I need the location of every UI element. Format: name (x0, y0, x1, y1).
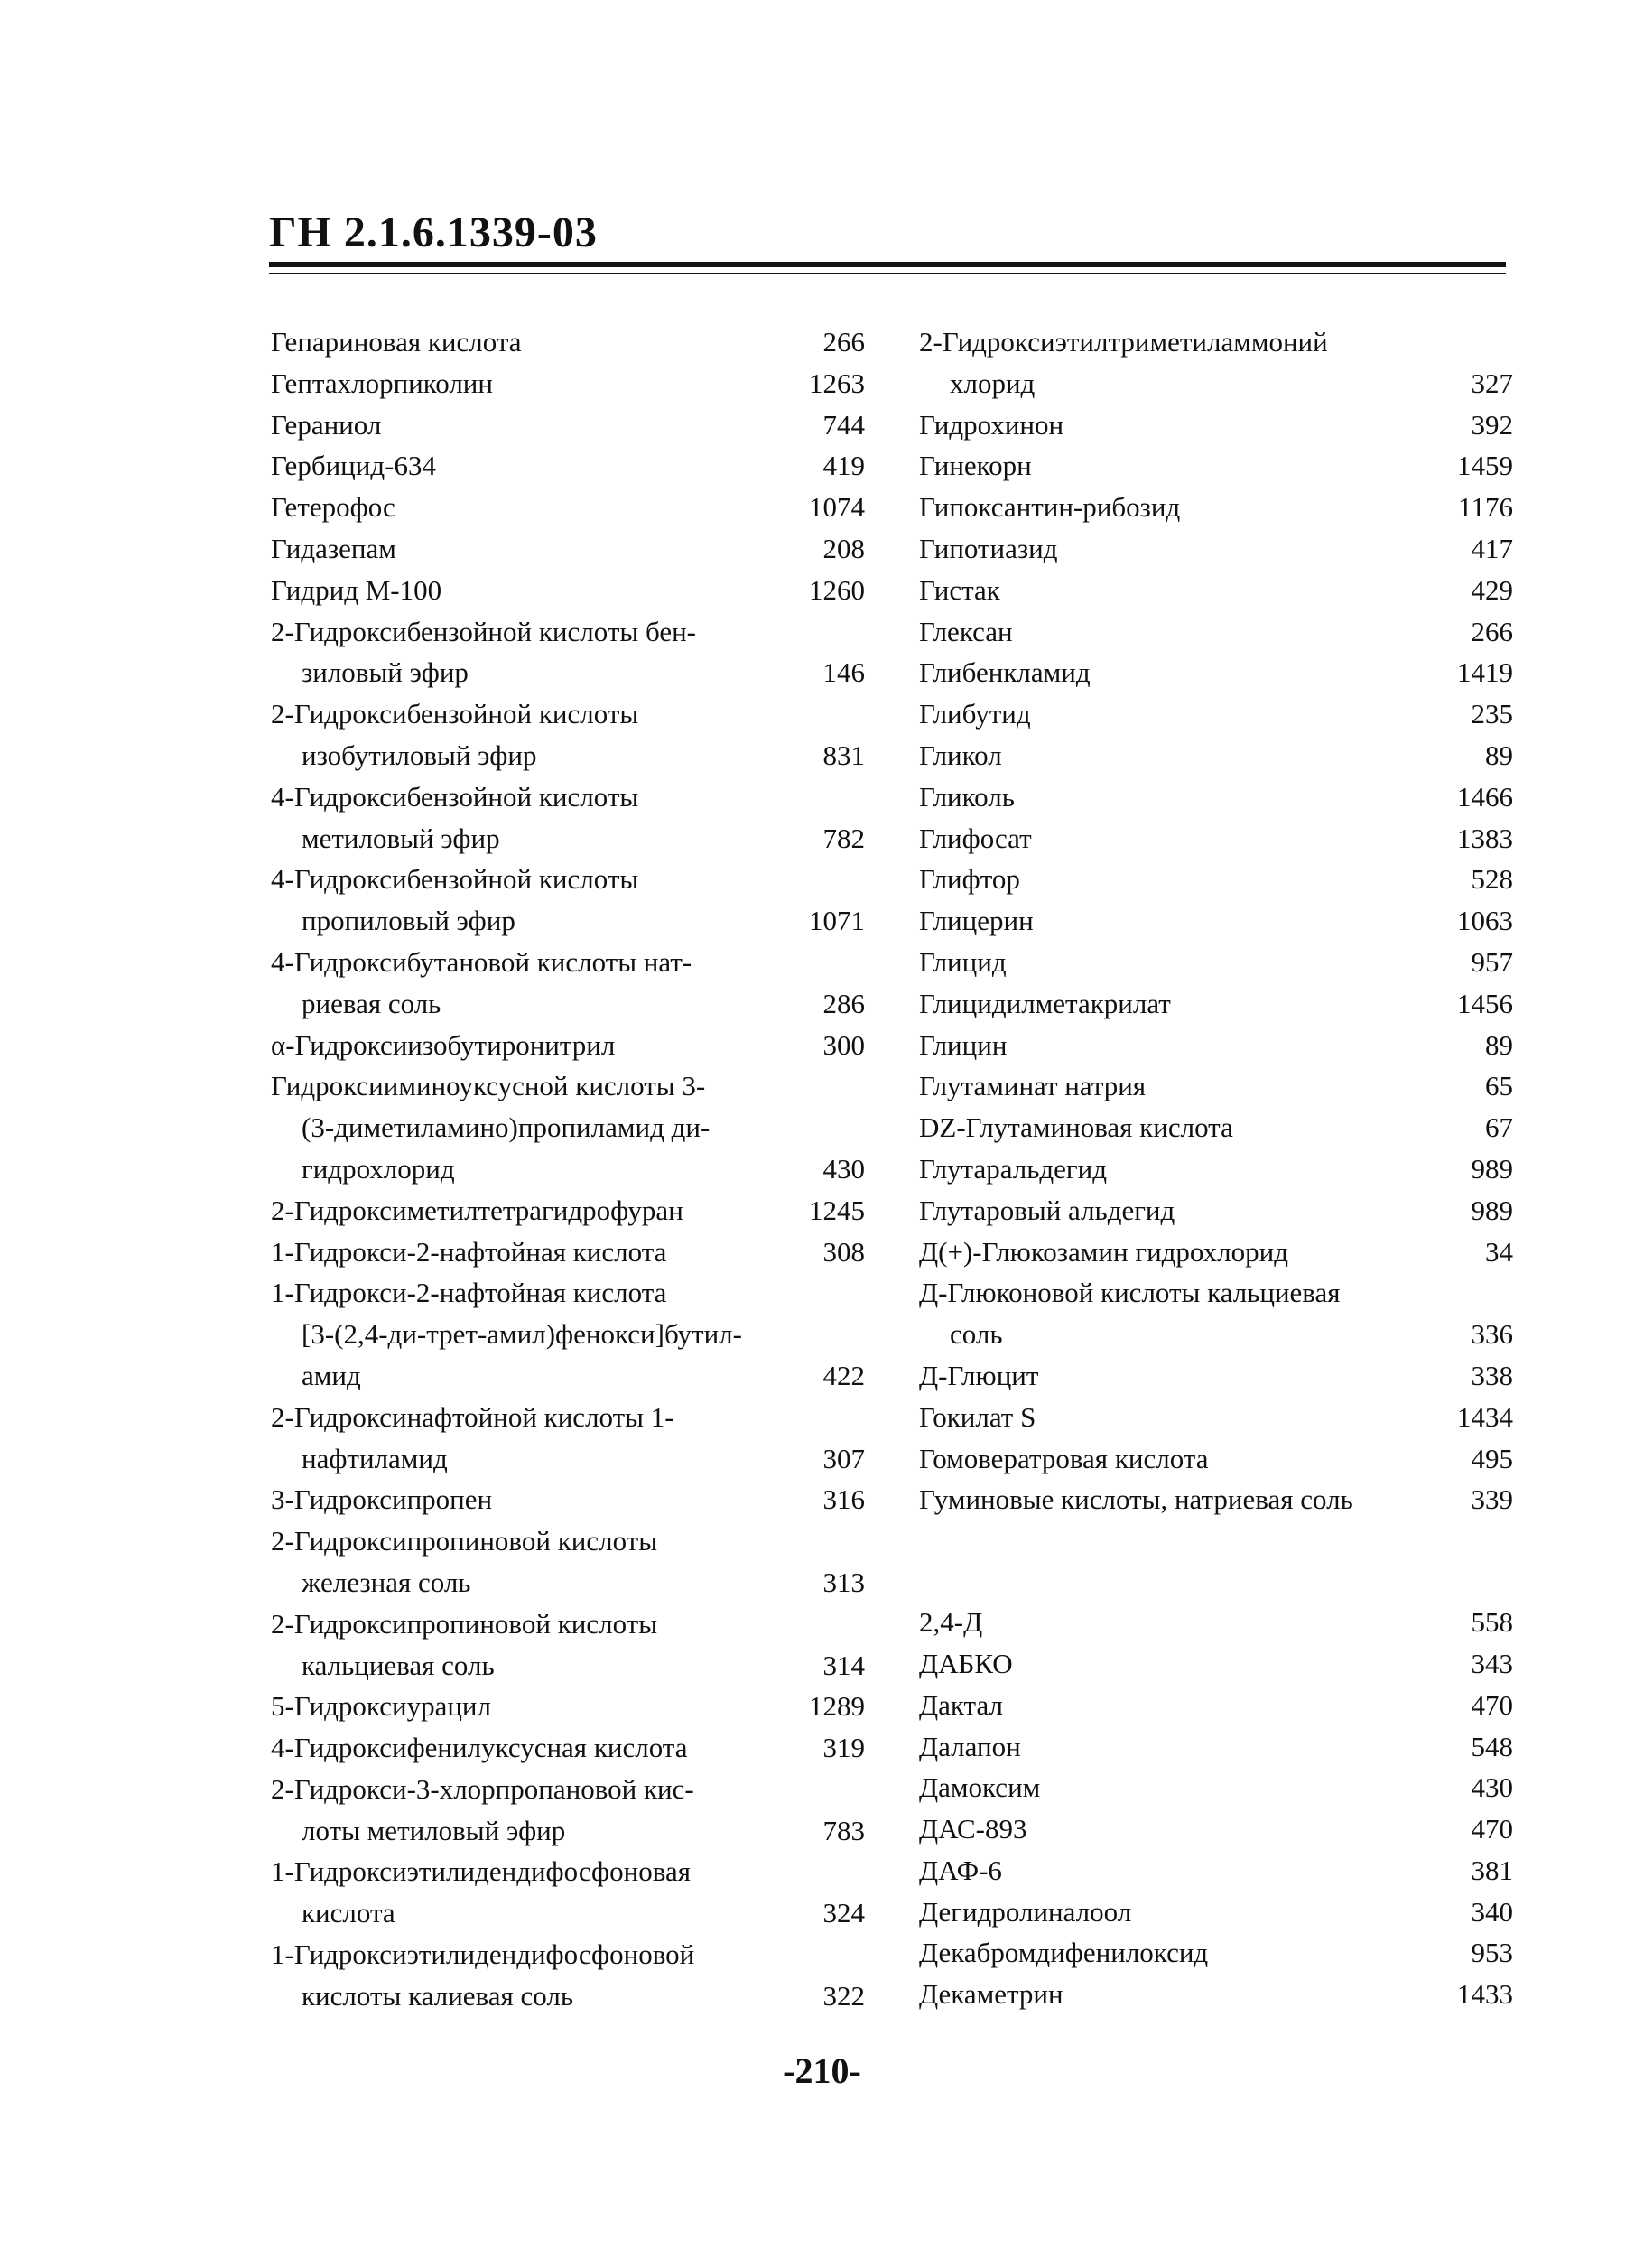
index-entry (919, 1602, 1513, 1643)
index-page-ref: 308 (822, 1235, 865, 1268)
index-entry (919, 1438, 1513, 1480)
index-page-ref: 1434 (1457, 1400, 1513, 1433)
index-entry (271, 611, 865, 694)
index-page-ref: 1459 (1457, 450, 1513, 482)
index-term (919, 1808, 1513, 1850)
index-term-line: α-Гидроксиизобутиронитрил (271, 1028, 616, 1061)
index-term-continuation: изобутиловый эфир (302, 739, 537, 771)
index-page-ref: 313 (822, 1566, 865, 1598)
index-page-ref: 470 (1471, 1688, 1513, 1721)
index-entry (271, 1025, 865, 1066)
index-term (919, 1892, 1513, 1933)
index-term (271, 1232, 865, 1273)
index-term-line: 4-Гидроксибензойной кислоты (271, 863, 639, 896)
index-entry (271, 1065, 865, 1189)
index-term (271, 1769, 865, 1852)
index-page-ref: 89 (1485, 739, 1513, 771)
index-term-line: 2-Гидрокси-3-хлорпропановой кис- (271, 1772, 694, 1805)
index-term (919, 1685, 1513, 1726)
index-term (919, 1397, 1513, 1438)
index-term (271, 1065, 865, 1189)
index-page-ref: 1383 (1457, 822, 1513, 854)
index-term-line: Далапон (919, 1730, 1021, 1762)
index-term-line: Д-Глюцит (919, 1359, 1039, 1391)
index-term-line: Гуминовые кислоты, натриевая соль (919, 1483, 1353, 1516)
index-term-continuation: кальциевая соль (302, 1649, 495, 1681)
index-term-line: Глексан (919, 615, 1013, 647)
index-entry (919, 859, 1513, 900)
index-entry (271, 1727, 865, 1769)
index-page-ref: 146 (822, 656, 865, 689)
index-term (919, 1025, 1513, 1066)
index-term (271, 1025, 865, 1066)
index-term (919, 487, 1513, 528)
index-entry (919, 1355, 1513, 1397)
index-entry (919, 1397, 1513, 1438)
index-term (919, 652, 1513, 693)
index-entry (919, 1892, 1513, 1933)
index-term (919, 900, 1513, 942)
index-term-line: Гидрид М-100 (271, 573, 442, 606)
index-entry (919, 1974, 1513, 2015)
index-page-ref: 381 (1471, 1854, 1513, 1886)
index-term (919, 1190, 1513, 1232)
index-page-ref: 314 (822, 1649, 865, 1681)
index-term-continuation: амид (302, 1359, 361, 1391)
index-entry (919, 570, 1513, 611)
index-page-ref: 1466 (1457, 780, 1513, 813)
index-term-line: 1-Гидроксиэтилидендифосфоновой (271, 1938, 695, 1971)
index-page-ref: 953 (1471, 1937, 1513, 1969)
index-entry (919, 487, 1513, 528)
index-term-line: Гепариновая кислота (271, 326, 522, 358)
index-term-line: Глутаровый альдегид (919, 1194, 1175, 1226)
index-page-ref: 324 (822, 1897, 865, 1929)
index-term-line: Дамоксим (919, 1771, 1041, 1804)
index-entry (919, 1479, 1513, 1520)
index-entry (919, 776, 1513, 818)
index-term (919, 1726, 1513, 1768)
page-number: -210- (783, 2050, 861, 2091)
index-page-ref: 1433 (1457, 1978, 1513, 2011)
index-entry (271, 570, 865, 611)
index-page-ref: 429 (1471, 573, 1513, 606)
index-page-ref: 1289 (809, 1690, 865, 1723)
index-column-right (919, 321, 1513, 2015)
index-term-line: 2-Гидроксипропиновой кислоты (271, 1607, 658, 1640)
index-page-ref: 1071 (809, 905, 865, 937)
index-term (919, 321, 1513, 404)
index-entry (919, 321, 1513, 404)
index-entry (919, 1685, 1513, 1726)
index-term-line: Глифосат (919, 822, 1032, 854)
index-term-line: Глицид (919, 945, 1007, 978)
index-term-line: 5-Гидроксиурацил (271, 1690, 491, 1723)
index-page-ref: 322 (822, 1979, 865, 2012)
index-term-continuation: гидрохлорид (302, 1152, 455, 1185)
index-page-ref: 339 (1471, 1483, 1513, 1516)
index-entry (271, 859, 865, 942)
index-term-continuation: зиловый эфир (302, 656, 469, 689)
index-term (919, 1767, 1513, 1808)
index-term-line: Гокилат S (919, 1400, 1036, 1433)
index-term (271, 528, 865, 570)
index-entry (919, 1232, 1513, 1273)
index-page-ref: 548 (1471, 1730, 1513, 1762)
index-term (919, 735, 1513, 776)
index-term (271, 611, 865, 694)
index-term-continuation: [3-(2,4-ди-трет-амил)фенокси]бутил- (302, 1318, 742, 1351)
index-page-ref: 208 (822, 532, 865, 564)
index-term-continuation: метиловый эфир (302, 822, 500, 854)
index-term-line: Гераниол (271, 408, 382, 441)
index-entry (919, 735, 1513, 776)
index-page-ref: 831 (822, 739, 865, 771)
index-term-line: ДАБКО (919, 1647, 1013, 1679)
index-entry (919, 1767, 1513, 1808)
index-entry (919, 983, 1513, 1025)
index-term (919, 1065, 1513, 1107)
index-page-ref: 392 (1471, 408, 1513, 441)
index-entry (271, 487, 865, 528)
index-term-line: Гидазепам (271, 532, 396, 564)
index-term (271, 1727, 865, 1769)
index-page-ref: 1063 (1457, 905, 1513, 937)
header-rule-thin (269, 273, 1506, 274)
index-term (919, 1148, 1513, 1190)
index-term (271, 1851, 865, 1934)
index-entry (919, 445, 1513, 487)
index-page-ref: 266 (1471, 615, 1513, 647)
index-term-continuation: соль (950, 1318, 1003, 1351)
index-term-line: Глицидилметакрилат (919, 987, 1171, 1019)
index-term-line: Д-Глюконовой кислоты кальциевая (919, 1277, 1341, 1309)
index-entry (919, 1148, 1513, 1190)
index-entry (271, 1603, 865, 1687)
index-term-continuation: кислота (302, 1897, 395, 1929)
index-term (271, 570, 865, 611)
index-page-ref: 470 (1471, 1813, 1513, 1845)
index-entry (271, 528, 865, 570)
index-entry (271, 1686, 865, 1727)
index-entry (271, 1479, 865, 1520)
index-term-continuation: пропиловый эфир (302, 905, 515, 937)
index-term-line: 2,4-Д (919, 1606, 983, 1639)
index-term (919, 1932, 1513, 1974)
index-term (271, 445, 865, 487)
index-term (271, 321, 865, 363)
index-term-continuation: кислоты калиевая соль (302, 1979, 573, 2012)
index-page-ref: 343 (1471, 1647, 1513, 1679)
page-header: ГН 2.1.6.1339-03 (269, 209, 598, 256)
index-term (271, 1603, 865, 1687)
index-term (919, 983, 1513, 1025)
index-page-ref: 338 (1471, 1359, 1513, 1391)
index-term (919, 1107, 1513, 1148)
index-term-line: 1-Гидрокси-2-нафтойная кислота (271, 1235, 667, 1268)
index-term-line: 2-Гидроксиметилтетрагидрофуран (271, 1194, 683, 1226)
index-term-line: 4-Гидроксибутановой кислоты нат- (271, 945, 692, 978)
index-term-line: Декаметрин (919, 1978, 1063, 2011)
index-term-line: Гипотиазид (919, 532, 1058, 564)
index-page-ref: 1260 (809, 573, 865, 606)
index-page-ref: 300 (822, 1028, 865, 1061)
index-entry (919, 1808, 1513, 1850)
index-page-ref: 319 (822, 1732, 865, 1764)
index-term (919, 1602, 1513, 1643)
index-term-line: 4-Гидроксибензойной кислоты (271, 780, 639, 813)
index-term (919, 1479, 1513, 1520)
index-entry (919, 900, 1513, 942)
index-entry (919, 693, 1513, 735)
index-entry (271, 693, 865, 776)
index-term-continuation: нафтиламид (302, 1442, 448, 1474)
index-term (919, 818, 1513, 860)
index-term-continuation: лоты метиловый эфир (302, 1814, 566, 1846)
index-entry (271, 1769, 865, 1852)
index-term-line: 1-Гидрокси-2-нафтойная кислота (271, 1277, 667, 1309)
index-page-ref: 430 (822, 1152, 865, 1185)
index-term (271, 1686, 865, 1727)
index-term-line: 3-Гидроксипропен (271, 1483, 493, 1516)
index-term-line: Дегидролиналоол (919, 1895, 1132, 1928)
index-term (919, 1974, 1513, 2015)
index-page-ref: 782 (822, 822, 865, 854)
index-term-line: Гликол (919, 739, 1002, 771)
index-entry (919, 818, 1513, 860)
index-term-continuation: железная соль (302, 1566, 471, 1598)
index-entry (271, 363, 865, 404)
group-separator (919, 1520, 1513, 1602)
index-entry (919, 1643, 1513, 1685)
index-entry (271, 404, 865, 446)
index-term-line: 2-Гидроксинафтойной кислоты 1- (271, 1400, 674, 1433)
index-entry (271, 1272, 865, 1396)
index-term (919, 1272, 1513, 1355)
index-term-line: 1-Гидроксиэтилидендифосфоновая (271, 1855, 691, 1888)
index-entry (271, 1232, 865, 1273)
index-page-ref: 989 (1471, 1152, 1513, 1185)
index-term (271, 404, 865, 446)
index-entry (271, 942, 865, 1025)
index-term (271, 693, 865, 776)
index-page-ref: 1245 (809, 1194, 865, 1226)
index-term (919, 859, 1513, 900)
index-entry (919, 1065, 1513, 1107)
index-page-ref: 307 (822, 1442, 865, 1474)
index-entry (919, 942, 1513, 983)
index-term-line: Гетерофос (271, 491, 395, 524)
index-term-line: 4-Гидроксифенилуксусная кислота (271, 1732, 688, 1764)
index-term-line: Гептахлорпиколин (271, 367, 493, 399)
index-term (919, 1355, 1513, 1397)
index-page-ref: 327 (1471, 367, 1513, 399)
index-entry (919, 1850, 1513, 1892)
index-page-ref: 1419 (1457, 656, 1513, 689)
index-term-line: Гистак (919, 573, 1000, 606)
index-term (919, 1643, 1513, 1685)
index-column-left (271, 321, 865, 2017)
index-term (271, 1479, 865, 1520)
index-page-ref: 430 (1471, 1771, 1513, 1804)
index-term (919, 693, 1513, 735)
index-term (271, 942, 865, 1025)
index-entry (919, 1726, 1513, 1768)
index-page-ref: 1176 (1458, 491, 1513, 524)
index-term (271, 363, 865, 404)
index-term-line: 2-Гидроксибензойной кислоты бен- (271, 615, 696, 647)
index-term-line: Д(+)-Глюкозамин гидрохлорид (919, 1235, 1288, 1268)
index-term-line: Гинекорн (919, 450, 1032, 482)
index-page-ref: 528 (1471, 863, 1513, 896)
index-page-ref: 422 (822, 1359, 865, 1391)
index-term (919, 570, 1513, 611)
index-term-line: Глутаральдегид (919, 1152, 1107, 1185)
index-group-d (919, 1602, 1513, 2015)
index-term-line: Глибутид (919, 698, 1031, 730)
index-page-ref: 286 (822, 987, 865, 1019)
index-page-ref: 266 (822, 326, 865, 358)
index-term (271, 1520, 865, 1603)
index-term-line: Декабромдифенилоксид (919, 1937, 1209, 1969)
index-term-line: Гипоксантин-рибозид (919, 491, 1181, 524)
index-entry (919, 1190, 1513, 1232)
index-page-ref: 316 (822, 1483, 865, 1516)
index-entry (919, 1932, 1513, 1974)
index-term (919, 611, 1513, 653)
index-term-line: ДАС-893 (919, 1813, 1027, 1845)
index-entry (271, 1851, 865, 1934)
index-page-ref: 89 (1485, 1028, 1513, 1061)
index-entry (919, 1025, 1513, 1066)
index-term-line: Гликоль (919, 780, 1015, 813)
index-term-line: ДАФ-6 (919, 1854, 1002, 1886)
index-entry (919, 652, 1513, 693)
index-term (271, 1934, 865, 2017)
index-term (919, 445, 1513, 487)
index-page-ref: 558 (1471, 1606, 1513, 1639)
index-page-ref: 989 (1471, 1194, 1513, 1226)
index-term-line: Глицин (919, 1028, 1008, 1061)
index-page-ref: 957 (1471, 945, 1513, 978)
index-term-line: Гидрохинон (919, 408, 1064, 441)
index-term (271, 487, 865, 528)
index-term-continuation: риевая соль (302, 987, 441, 1019)
index-term-continuation: хлорид (950, 367, 1036, 399)
index-entry (919, 1107, 1513, 1148)
index-term-line: 2-Гидроксиэтилтриметиламмоний (919, 326, 1328, 358)
index-page-ref: 1074 (809, 491, 865, 524)
index-term (271, 1272, 865, 1396)
index-term-line: Гидроксииминоуксусной кислоты 3- (271, 1070, 706, 1102)
index-term (271, 1397, 865, 1480)
index-term-line: 2-Гидроксипропиновой кислоты (271, 1525, 658, 1557)
index-page-ref: 417 (1471, 532, 1513, 564)
index-entry (271, 1397, 865, 1480)
index-term-line: Глифтор (919, 863, 1020, 896)
index-page-ref: 235 (1471, 698, 1513, 730)
header-rule-thick (269, 262, 1506, 267)
index-entry (919, 1272, 1513, 1355)
index-term-line: DZ-Глутаминовая кислота (919, 1111, 1233, 1144)
index-entry (271, 1934, 865, 2017)
index-entry (919, 528, 1513, 570)
index-term (271, 776, 865, 860)
index-term-line: Глибенкламид (919, 656, 1091, 689)
index-term (919, 1232, 1513, 1273)
index-group-g (919, 321, 1513, 1520)
index-page-ref: 336 (1471, 1318, 1513, 1351)
index-term (271, 859, 865, 942)
index-page-ref: 34 (1485, 1235, 1513, 1268)
index-term (919, 404, 1513, 446)
index-entry (271, 1520, 865, 1603)
index-page-ref: 67 (1485, 1111, 1513, 1144)
index-entry (919, 404, 1513, 446)
index-term (919, 1438, 1513, 1480)
index-page-ref: 783 (822, 1814, 865, 1846)
index-term-line: Гербицид-634 (271, 450, 436, 482)
index-term (271, 1190, 865, 1232)
index-term-line: Дактал (919, 1688, 1003, 1721)
index-term (919, 942, 1513, 983)
index-entry (271, 445, 865, 487)
index-entry (271, 776, 865, 860)
index-page-ref: 744 (822, 408, 865, 441)
index-page-ref: 340 (1471, 1895, 1513, 1928)
index-page-ref: 1263 (809, 367, 865, 399)
index-term (919, 1850, 1513, 1892)
index-term (919, 776, 1513, 818)
index-page-ref: 65 (1485, 1070, 1513, 1102)
index-term-line: Глутаминат натрия (919, 1070, 1147, 1102)
index-page-ref: 495 (1471, 1442, 1513, 1474)
index-page-ref: 419 (822, 450, 865, 482)
index-term (919, 528, 1513, 570)
index-term-line: 2-Гидроксибензойной кислоты (271, 698, 639, 730)
index-term-line: Глицерин (919, 905, 1034, 937)
index-term-continuation: (3-диметиламино)пропиламид ди- (302, 1111, 711, 1144)
index-page-ref: 1456 (1457, 987, 1513, 1019)
index-entry (271, 321, 865, 363)
index-entry (919, 611, 1513, 653)
index-entry (271, 1190, 865, 1232)
index-term-line: Гомовератровая кислота (919, 1442, 1209, 1474)
